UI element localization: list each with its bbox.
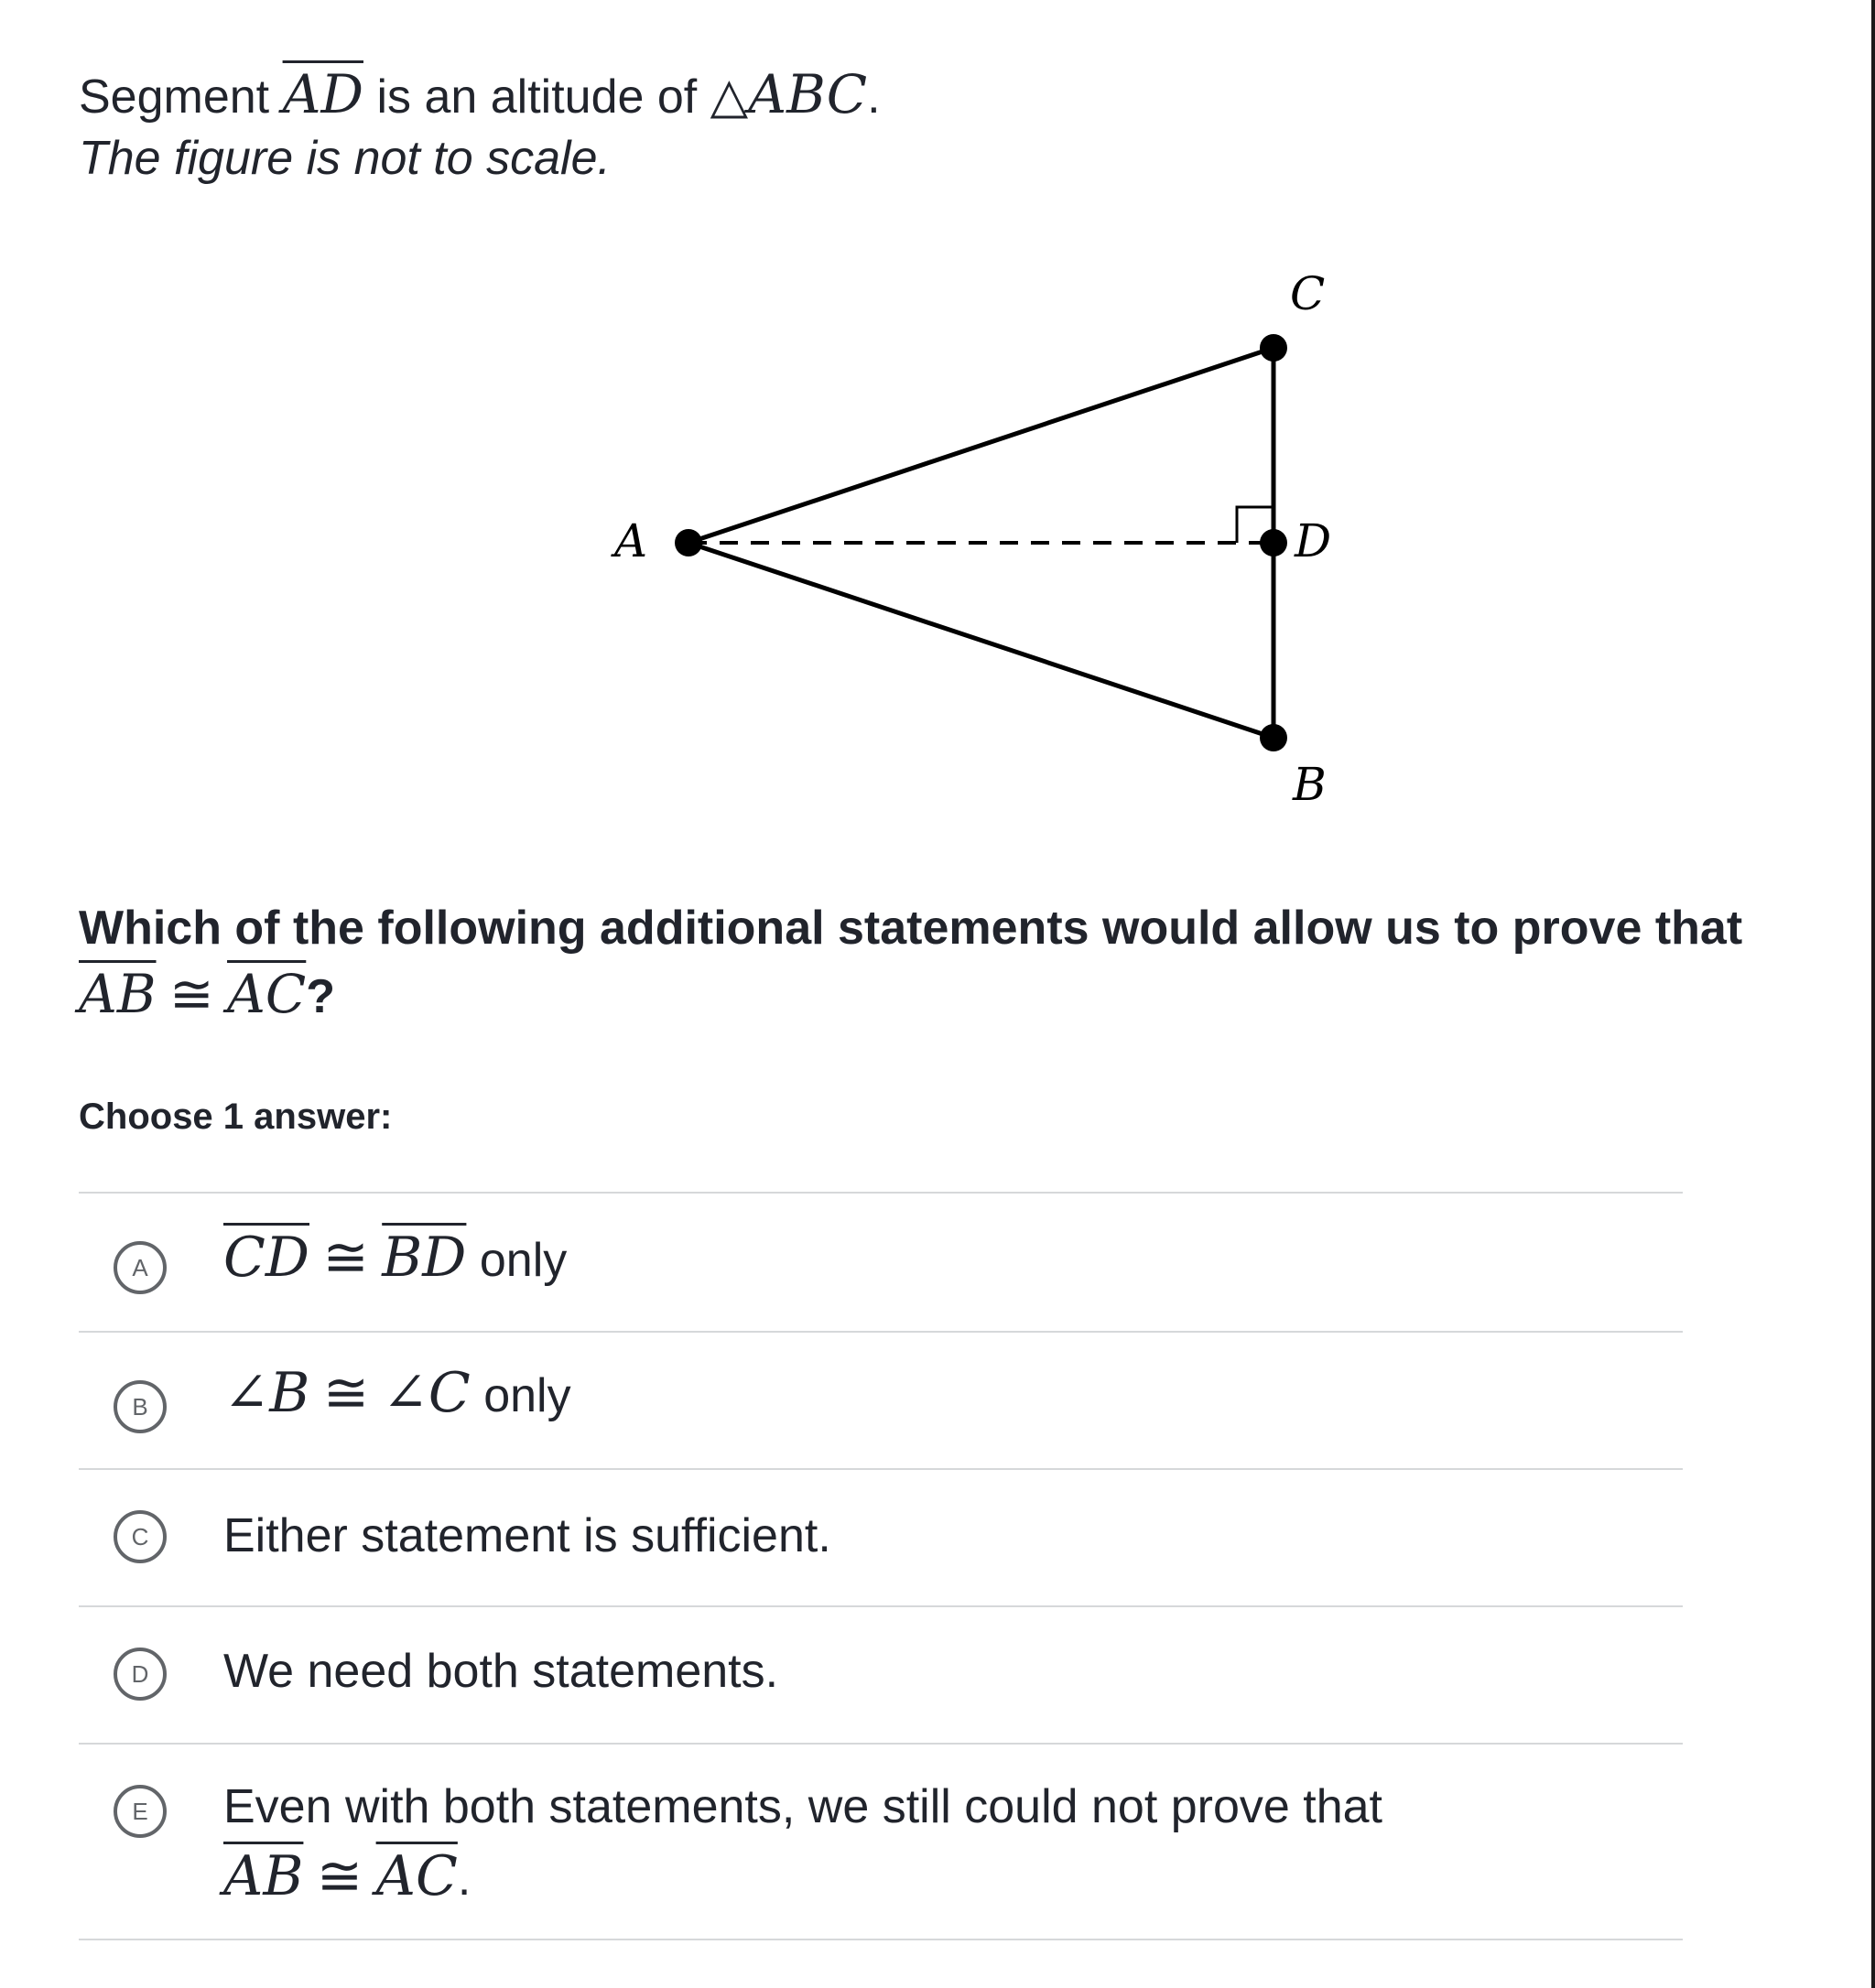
side-ac: [688, 348, 1273, 543]
right-edge-border: [1871, 0, 1875, 1988]
point-b: [1260, 724, 1287, 751]
choice-e-label: Even with both statements, we still could not prove that $\overline{AB}$ ≅ $\overline{AC}$.: [223, 1780, 1383, 1908]
label-c: C: [1290, 267, 1326, 320]
point-c: [1260, 334, 1287, 362]
choice-a[interactable]: [79, 1192, 1683, 1331]
label-d: D: [1295, 514, 1332, 567]
choice-b-label: ∠B ≅ ∠C only: [223, 1361, 571, 1425]
choice-c-label: Either statement is sufficient.: [223, 1509, 831, 1562]
label-b: B: [1293, 758, 1327, 811]
choice-d[interactable]: [79, 1605, 1683, 1743]
choice-a-label: $\overline{CD}$ ≅ $\overline{BD}$ only: [223, 1226, 568, 1290]
scale-note: The figure is not to scale.: [79, 132, 611, 185]
choice-c[interactable]: [79, 1468, 1683, 1605]
question-text: Which of the following additional statements would allow us to prove that $\overline{AB}$ ≅ $\overline{AC}$?: [79, 902, 1743, 1025]
point-a: [675, 529, 702, 556]
segment-ab: $\overline{AB}$: [79, 963, 157, 1025]
segment-ad: $\overline{AD}$: [282, 63, 363, 125]
choose-prompt: Choose 1 answer:: [79, 1097, 393, 1137]
problem-statement: Segment $\overline{AD}$ is an altitude of △ABC.: [79, 63, 881, 125]
choice-b[interactable]: [79, 1331, 1683, 1468]
choice-a-radio[interactable]: A: [114, 1241, 167, 1294]
point-d: [1260, 529, 1287, 556]
side-ab: [688, 543, 1273, 738]
choice-e-radio[interactable]: E: [114, 1785, 167, 1838]
choice-d-radio[interactable]: D: [114, 1648, 167, 1701]
label-a: A: [614, 514, 648, 567]
segment-ac: $\overline{AC}$: [227, 963, 307, 1025]
triangle-symbol: △: [710, 67, 749, 124]
answer-choices: [79, 1192, 1683, 1940]
triangle-figure: [500, 247, 1415, 833]
choice-e[interactable]: [79, 1743, 1683, 1940]
choice-c-radio[interactable]: C: [114, 1510, 167, 1563]
choice-d-label: We need both statements.: [223, 1645, 779, 1698]
choice-b-radio[interactable]: B: [114, 1380, 167, 1433]
triangle-name: ABC: [748, 63, 868, 125]
